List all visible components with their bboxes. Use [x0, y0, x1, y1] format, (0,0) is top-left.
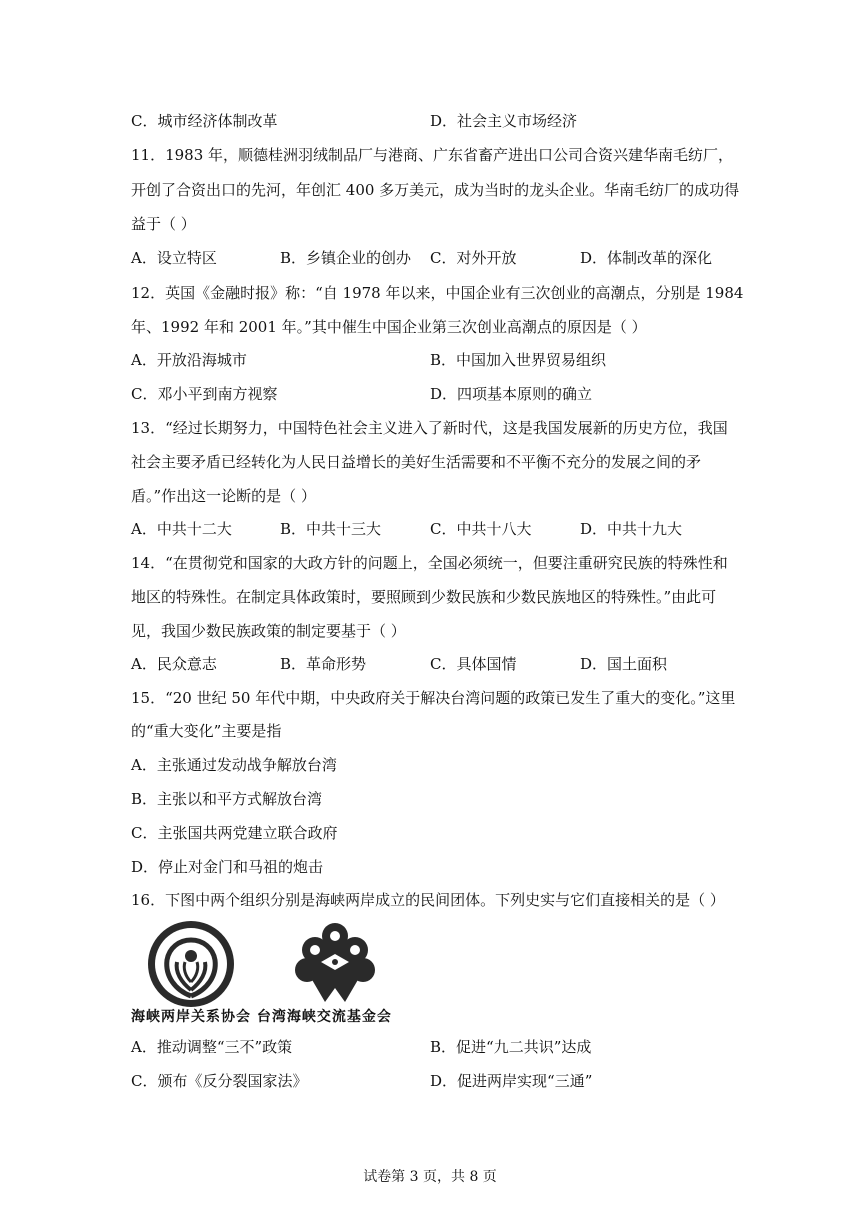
- q14-option-b: B．革命形势: [280, 655, 367, 673]
- q16-option-d: D．促进两岸实现“三通”: [430, 1072, 593, 1090]
- q11-stem-line-3: 益于（ ）: [131, 215, 196, 233]
- q16-figure: [131, 918, 431, 1028]
- q11-stem-line-1: 11．1983 年，顺德桂洲羽绒制品厂与港商、广东省畜产进出口公司合资兴建华南毛纺厂，: [131, 146, 734, 164]
- page-footer: 试卷第 3 页，共 8 页: [363, 1169, 497, 1185]
- q13-stem-line-2: 社会主要矛盾已经转化为人民日益增长的美好生活需要和不平衡不充分的发展之间的矛: [131, 453, 702, 471]
- q12-option-b: B．中国加入世界贸易组织: [430, 351, 607, 369]
- q16-figure-caption: 海峡两岸关系协会 台湾海峡交流基金会: [131, 1009, 392, 1025]
- q14-stem-line-3: 见，我国少数民族政策的制定要基于（ ）: [131, 622, 406, 640]
- q12-option-a: A．开放沿海城市: [131, 351, 247, 369]
- q15-option-a: A．主张通过发动战争解放台湾: [131, 756, 337, 774]
- q12-option-c: C．邓小平到南方视察: [131, 385, 278, 403]
- q16-option-c: C．颁布《反分裂国家法》: [131, 1072, 308, 1090]
- q11-option-d: D．体制改革的深化: [580, 249, 713, 267]
- q11-option-c: C．对外开放: [430, 249, 517, 267]
- q12-option-d: D．四项基本原则的确立: [430, 385, 593, 403]
- q13-stem-line-1: 13．“经过长期努力，中国特色社会主义进入了新时代，这是我国发展新的历史方位，我国: [131, 419, 728, 437]
- q15-option-c: C．主张国共两党建立联合政府: [131, 824, 338, 842]
- q16-option-a: A．推动调整“三不”政策: [131, 1038, 293, 1056]
- q11-stem-line-2: 开创了合资出口的先河，年创汇 400 多万美元，成为当时的龙头企业。华南毛纺厂的成功得: [131, 181, 740, 199]
- q11-option-b: B．乡镇企业的创办: [280, 249, 412, 267]
- q10-option-d: D．社会主义市场经济: [430, 112, 578, 130]
- q14-option-d: D．国土面积: [580, 655, 668, 673]
- q12-stem-line-2: 年、1992 年和 2001 年。”其中催生中国企业第三次创业高潮点的原因是（ ）: [131, 318, 647, 336]
- q15-option-d: D．停止对金门和马祖的炮击: [131, 858, 324, 876]
- q13-option-d: D．中共十九大: [580, 520, 683, 538]
- q10-option-c: C．城市经济体制改革: [131, 112, 278, 130]
- q14-stem-line-2: 地区的特殊性。在制定具体政策时，要照顾到少数民族和少数民族地区的特殊性。”由此可: [131, 588, 717, 606]
- q15-stem-line-2: 的“重大变化”主要是指: [131, 722, 282, 740]
- q13-option-c: C．中共十八大: [430, 520, 532, 538]
- q16-stem-line-1: 16．下图中两个组织分别是海峡两岸成立的民间团体。下列史实与它们直接相关的是（ ）: [131, 891, 725, 909]
- q13-stem-line-3: 盾。”作出这一论断的是（ ）: [131, 487, 316, 505]
- q16-option-b: B．促进“九二共识”达成: [430, 1038, 592, 1056]
- sef-logo-icon: [291, 922, 379, 1006]
- q13-option-b: B．中共十三大: [280, 520, 382, 538]
- q15-stem-line-1: 15．“20 世纪 50 年代中期，中央政府关于解决台湾问题的政策已发生了重大的变化。”这里: [131, 689, 736, 707]
- q12-stem-line-1: 12．英国《金融时报》称：“自 1978 年以来，中国企业有三次创业的高潮点，分别是 1984: [131, 284, 744, 302]
- q14-option-c: C．具体国情: [430, 655, 517, 673]
- q13-option-a: A．中共十二大: [131, 520, 232, 538]
- q14-stem-line-1: 14．“在贯彻党和国家的大政方针的问题上，全国必须统一，但要注重研究民族的特殊性和: [131, 554, 728, 572]
- q15-option-b: B．主张以和平方式解放台湾: [131, 790, 323, 808]
- arats-logo-icon: [145, 920, 237, 1008]
- q14-option-a: A．民众意志: [131, 655, 217, 673]
- q11-option-a: A．设立特区: [131, 249, 217, 267]
